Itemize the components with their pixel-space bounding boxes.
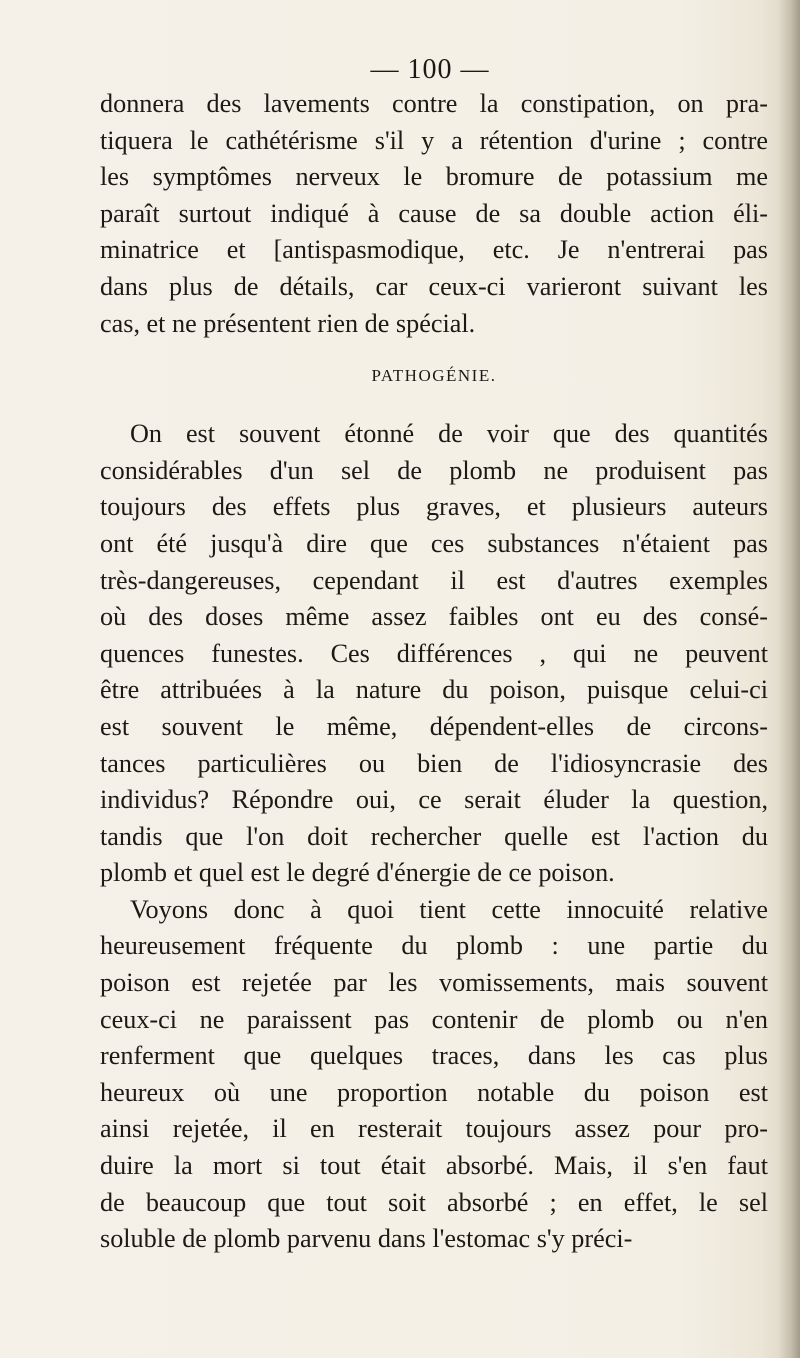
page-edge-shadow: [778, 0, 800, 1358]
text-line: tiquera le cathétérisme s'il y a rétention d'urine ; contre: [100, 125, 768, 155]
text-line: est souvent le même, dépendent-elles de circons-: [100, 711, 768, 741]
paragraph-pathogenie: [100, 416, 768, 892]
text-line: de beaucoup que tout soit absorbé ; en effet, le sel: [100, 1187, 768, 1217]
text-line: On est souvent étonné de voir que des quantités: [130, 419, 768, 449]
text-line: ceux-ci ne paraissent pas contenir de plomb ou n'en: [100, 1004, 768, 1034]
text-line: toujours des effets plus graves, et plusieurs auteurs: [100, 492, 768, 522]
text-line: tances particulières ou bien de l'idiosyncrasie des: [100, 748, 768, 778]
section-heading: PATHOGÉNIE.: [371, 366, 497, 386]
text-line: duire la mort si tout était absorbé. Mais, il s'en faut: [100, 1151, 768, 1181]
text-line: soluble de plomb parvenu dans l'estomac s'y préci-: [100, 1224, 633, 1254]
text-line: où des doses même assez faibles ont eu des consé-: [100, 602, 768, 632]
page-number: — 100 —: [370, 54, 490, 85]
text-line: heureux où une proportion notable du poison est: [100, 1077, 768, 1107]
text-line: ainsi rejetée, il en resterait toujours assez pour pro-: [100, 1114, 768, 1144]
text-line: donnera des lavements contre la constipation, on pra-: [100, 89, 768, 118]
text-line: très-dangereuses, cependant il est d'autres exemples: [100, 565, 768, 595]
text-line: Voyons donc à quoi tient cette innocuité relative: [130, 894, 768, 924]
text-line: les symptômes nerveux le bromure de potassium me: [100, 162, 768, 192]
paragraph-innocuite: [100, 892, 768, 1258]
paragraph-treatment: [100, 86, 768, 342]
page-body: [100, 86, 768, 1258]
text-line: dans plus de détails, car ceux-ci varieront suivant les: [100, 271, 768, 301]
text-line: plomb et quel est le degré d'énergie de ce poison.: [100, 858, 615, 888]
text-line: cas, et ne présentent rien de spécial.: [100, 308, 476, 338]
text-line: individus? Répondre oui, ce serait éluder la question,: [100, 785, 768, 815]
text-line: minatrice et [antispasmodique, etc. Je n'entrerai pas: [100, 235, 768, 265]
text-line: tandis que l'on doit rechercher quelle est l'action du: [100, 821, 768, 851]
text-line: quences funestes. Ces différences , qui ne peuvent: [100, 638, 768, 668]
text-line: ont été jusqu'à dire que ces substances n'étaient pas: [100, 528, 768, 558]
text-line: considérables d'un sel de plomb ne produisent pas: [100, 455, 768, 485]
text-line: être attribuées à la nature du poison, puisque celui-ci: [100, 675, 768, 705]
text-line: poison est rejetée par les vomissements, mais souvent: [100, 968, 768, 998]
text-line: heureusement fréquente du plomb : une partie du: [100, 931, 768, 961]
text-line: renferment que quelques traces, dans les cas plus: [100, 1041, 768, 1071]
text-line: paraît surtout indiqué à cause de sa double action éli-: [100, 198, 768, 228]
